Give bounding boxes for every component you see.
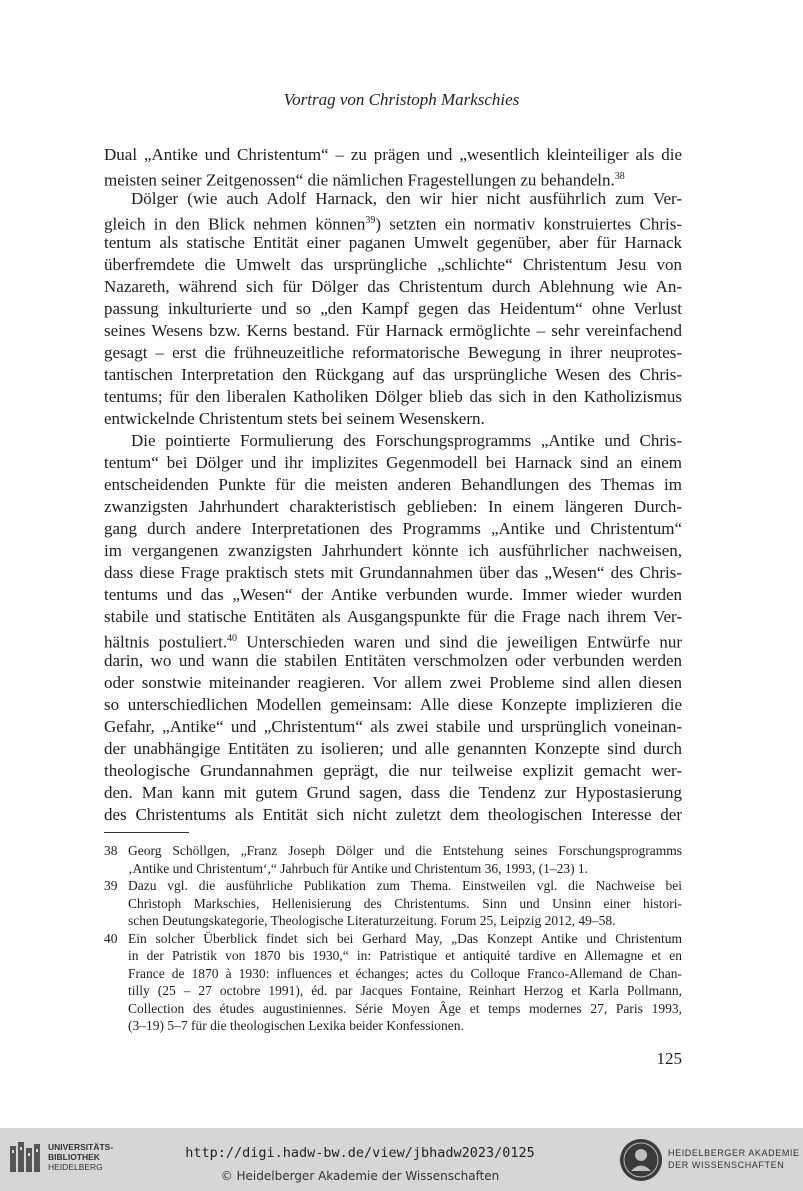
- footer-bar: [0, 1128, 803, 1191]
- running-head: Vortrag von Christoph Markschies: [283, 90, 520, 109]
- footnote-38: [104, 842, 682, 877]
- body-line: gang durch andere Interpretationen des Programms „Antike und Christentum“: [104, 519, 682, 538]
- academy-name[interactable]: HEIDELBERGER AKADEMIE DER WISSENSCHAFTEN: [668, 1148, 800, 1170]
- body-line: dass diese Frage praktisch stets mit Grundannahmen über das „Wesen“ des Chris-: [104, 563, 682, 582]
- body-line: entscheidenden Punkte für die meisten anderen Behandlungen des Themas im: [104, 475, 682, 494]
- body-line: tentum als statische Entität einer paganen Umwelt gegenüber, aber für Harnack: [104, 233, 682, 252]
- footnote-line: Collection des études augustiniennes. Série Moyen Âge et temps modernes 27, Paris 1993,: [128, 1000, 682, 1016]
- body-line: stabile und statische Entitäten als Ausgangspunkte für die Frage nach ihrem Ver-: [104, 607, 682, 626]
- footnote-line: Georg Schöllgen, „Franz Joseph Dölger und die Entstehung seines Forschungsprogramms: [128, 843, 682, 858]
- footnote-line: ‚Antike und Christentum‘,“ Jahrbuch für Antike und Christentum 36, 1993, (1–23) 1.: [128, 860, 589, 876]
- body-line: im vergangenen zwanzigsten Jahrhundert könnte ich ausführlicher nachweisen,: [104, 541, 682, 560]
- permalink-url[interactable]: http://digi.hadw-bw.de/view/jbhadw2023/0125: [185, 1145, 535, 1161]
- footnote-number: 38: [104, 843, 118, 858]
- note-ref-39[interactable]: 39: [365, 215, 376, 226]
- body-line: tentums; für den liberalen Katholiken Dölger blieb das sich in den Katholizismus: [104, 387, 682, 406]
- body-line: überfremdete die Umwelt das ursprüngliche „schlichte“ Christentum Jesu von: [104, 255, 682, 274]
- footnote-number: 39: [104, 878, 118, 893]
- footnote-separator: [104, 832, 189, 833]
- footnote-line: Dazu vgl. die ausführliche Publikation zum Thema. Einstweilen vgl. die Nachweise bei: [128, 878, 682, 893]
- university-library-logo-icon[interactable]: [6, 1138, 46, 1178]
- body-line: passung inkulturierte und so „den Kampf gegen das Heidentum“ ohne Verlust: [104, 299, 682, 318]
- body-line: Dual „Antike und Christentum“ – zu prägen und „wesentlich kleinteiliger als die: [104, 145, 682, 164]
- university-library-name[interactable]: UNIVERSITÄTS- BIBLIOTHEK HEIDELBERG: [48, 1142, 114, 1172]
- body-line: tentums und das „Wesen“ der Antike verbunden wurde. Immer wieder wurden: [104, 585, 682, 604]
- body-line: gesagt – erst die frühneuzeitliche reformatorische Bewegung in ihrer neuprotes-: [104, 343, 682, 362]
- academy-seal-icon[interactable]: [619, 1138, 663, 1182]
- page-number: 125: [656, 1049, 682, 1068]
- body-line: so unterschiedlichen Modellen gemeinsam: Alle diese Konzepte implizieren die: [104, 695, 682, 714]
- note-ref-38[interactable]: 38: [614, 171, 625, 182]
- footnote-line: France de 1870 à 1930: influences et échanges; actes du Colloque Franco-Allemand de Chan-: [128, 965, 682, 981]
- body-line: entwickelnde Christentum stets bei seinem Wesenskern.: [104, 409, 485, 428]
- body-line: Gefahr, „Antike“ und „Christentum“ als zwei stabile und ursprünglich voneinan-: [104, 717, 682, 736]
- footnote-number: 40: [104, 930, 118, 946]
- body-line: des Christentums als Entität sich nicht zuletzt dem theologischen Interesse der: [104, 805, 682, 824]
- body-line: der unabhängige Entitäten zu isolieren; und alle genannten Konzepte sind durch: [104, 739, 682, 758]
- footnote-40: [104, 930, 682, 1035]
- footnote-line: Christoph Markschies, Hellenisierung des Christentums. Sinn und Unsinn einer histori-: [128, 895, 682, 911]
- body-line: den. Man kann mit gutem Grund sagen, dass die Tendenz zur Hypostasierung: [104, 783, 682, 802]
- footnote-line: tilly (25 – 27 octobre 1991), éd. par Jacques Fontaine, Reinhart Herzog et Karla Pollmann,: [128, 983, 682, 998]
- body-line: meisten seiner Zeitgenossen“ die nämlichen Fragestellungen zu behandeln.$^{38}$: [104, 170, 625, 190]
- footnote-line: Ein solcher Überblick findet sich bei Gerhard May, „Das Konzept Antike und Christentum: [128, 930, 682, 946]
- note-ref-40[interactable]: 40: [227, 633, 238, 644]
- body-line: Nazareth, während sich für Dölger das Christentum durch Ablehnung wie An-: [104, 277, 682, 296]
- body-line: tentum“ bei Dölger und ihr implizites Gegenmodell bei Harnack sind an einem: [104, 453, 682, 472]
- body-line: oder sonstwie miteinander reagieren. Vor allem zwei Probleme sind allen diesen: [104, 673, 682, 692]
- body-line: theologische Grundannahmen geprägt, die nur teilweise explizit gemacht wer-: [104, 761, 682, 780]
- body-line: seines Wesens bzw. Kerns bestand. Für Harnack ermöglichte – sehr vereinfachend: [104, 321, 682, 340]
- body-line: darin, wo und wann die stabilen Entitäten verschmolzen oder verbunden werden: [104, 651, 682, 670]
- footnote-line: schen Deutungskategorie, Theologische Literaturzeitung. Forum 25, Leipzig 2012, 49–58.: [128, 913, 616, 928]
- body-line: hältnis postuliert.$^{40}$ Unterschieden waren und sind die jeweiligen Entwürfe nur: [104, 632, 683, 652]
- body-text: [104, 144, 682, 826]
- footnote-39: [104, 877, 682, 930]
- body-line: tantischen Interpretation den Rückgang auf das ursprüngliche Wesen des Chris-: [104, 365, 682, 384]
- footnotes: [104, 842, 682, 1035]
- body-line: Dölger (wie auch Adolf Harnack, den wir hier nicht ausführlich zum Ver-: [131, 189, 682, 208]
- body-line: zwanzigsten Jahrhundert charakteristisch geblieben: In einem längeren Durch-: [104, 497, 682, 516]
- footnote-line: (3–19) 5–7 für die theologischen Lexika beider Konfessionen.: [128, 1018, 464, 1033]
- body-line: gleich in den Blick nehmen können$^{39}$) setzten ein normativ konstruiertes Chris-: [104, 214, 682, 234]
- copyright-notice: © Heidelberger Akademie der Wissenschaften: [220, 1169, 500, 1183]
- footnote-line: in der Patristik von 1870 bis 1930,“ in: Patristique et antiquité tardive en Allemagne et en: [128, 948, 682, 963]
- body-line: Die pointierte Formulierung des Forschungsprogramms „Antike und Chris-: [131, 431, 682, 450]
